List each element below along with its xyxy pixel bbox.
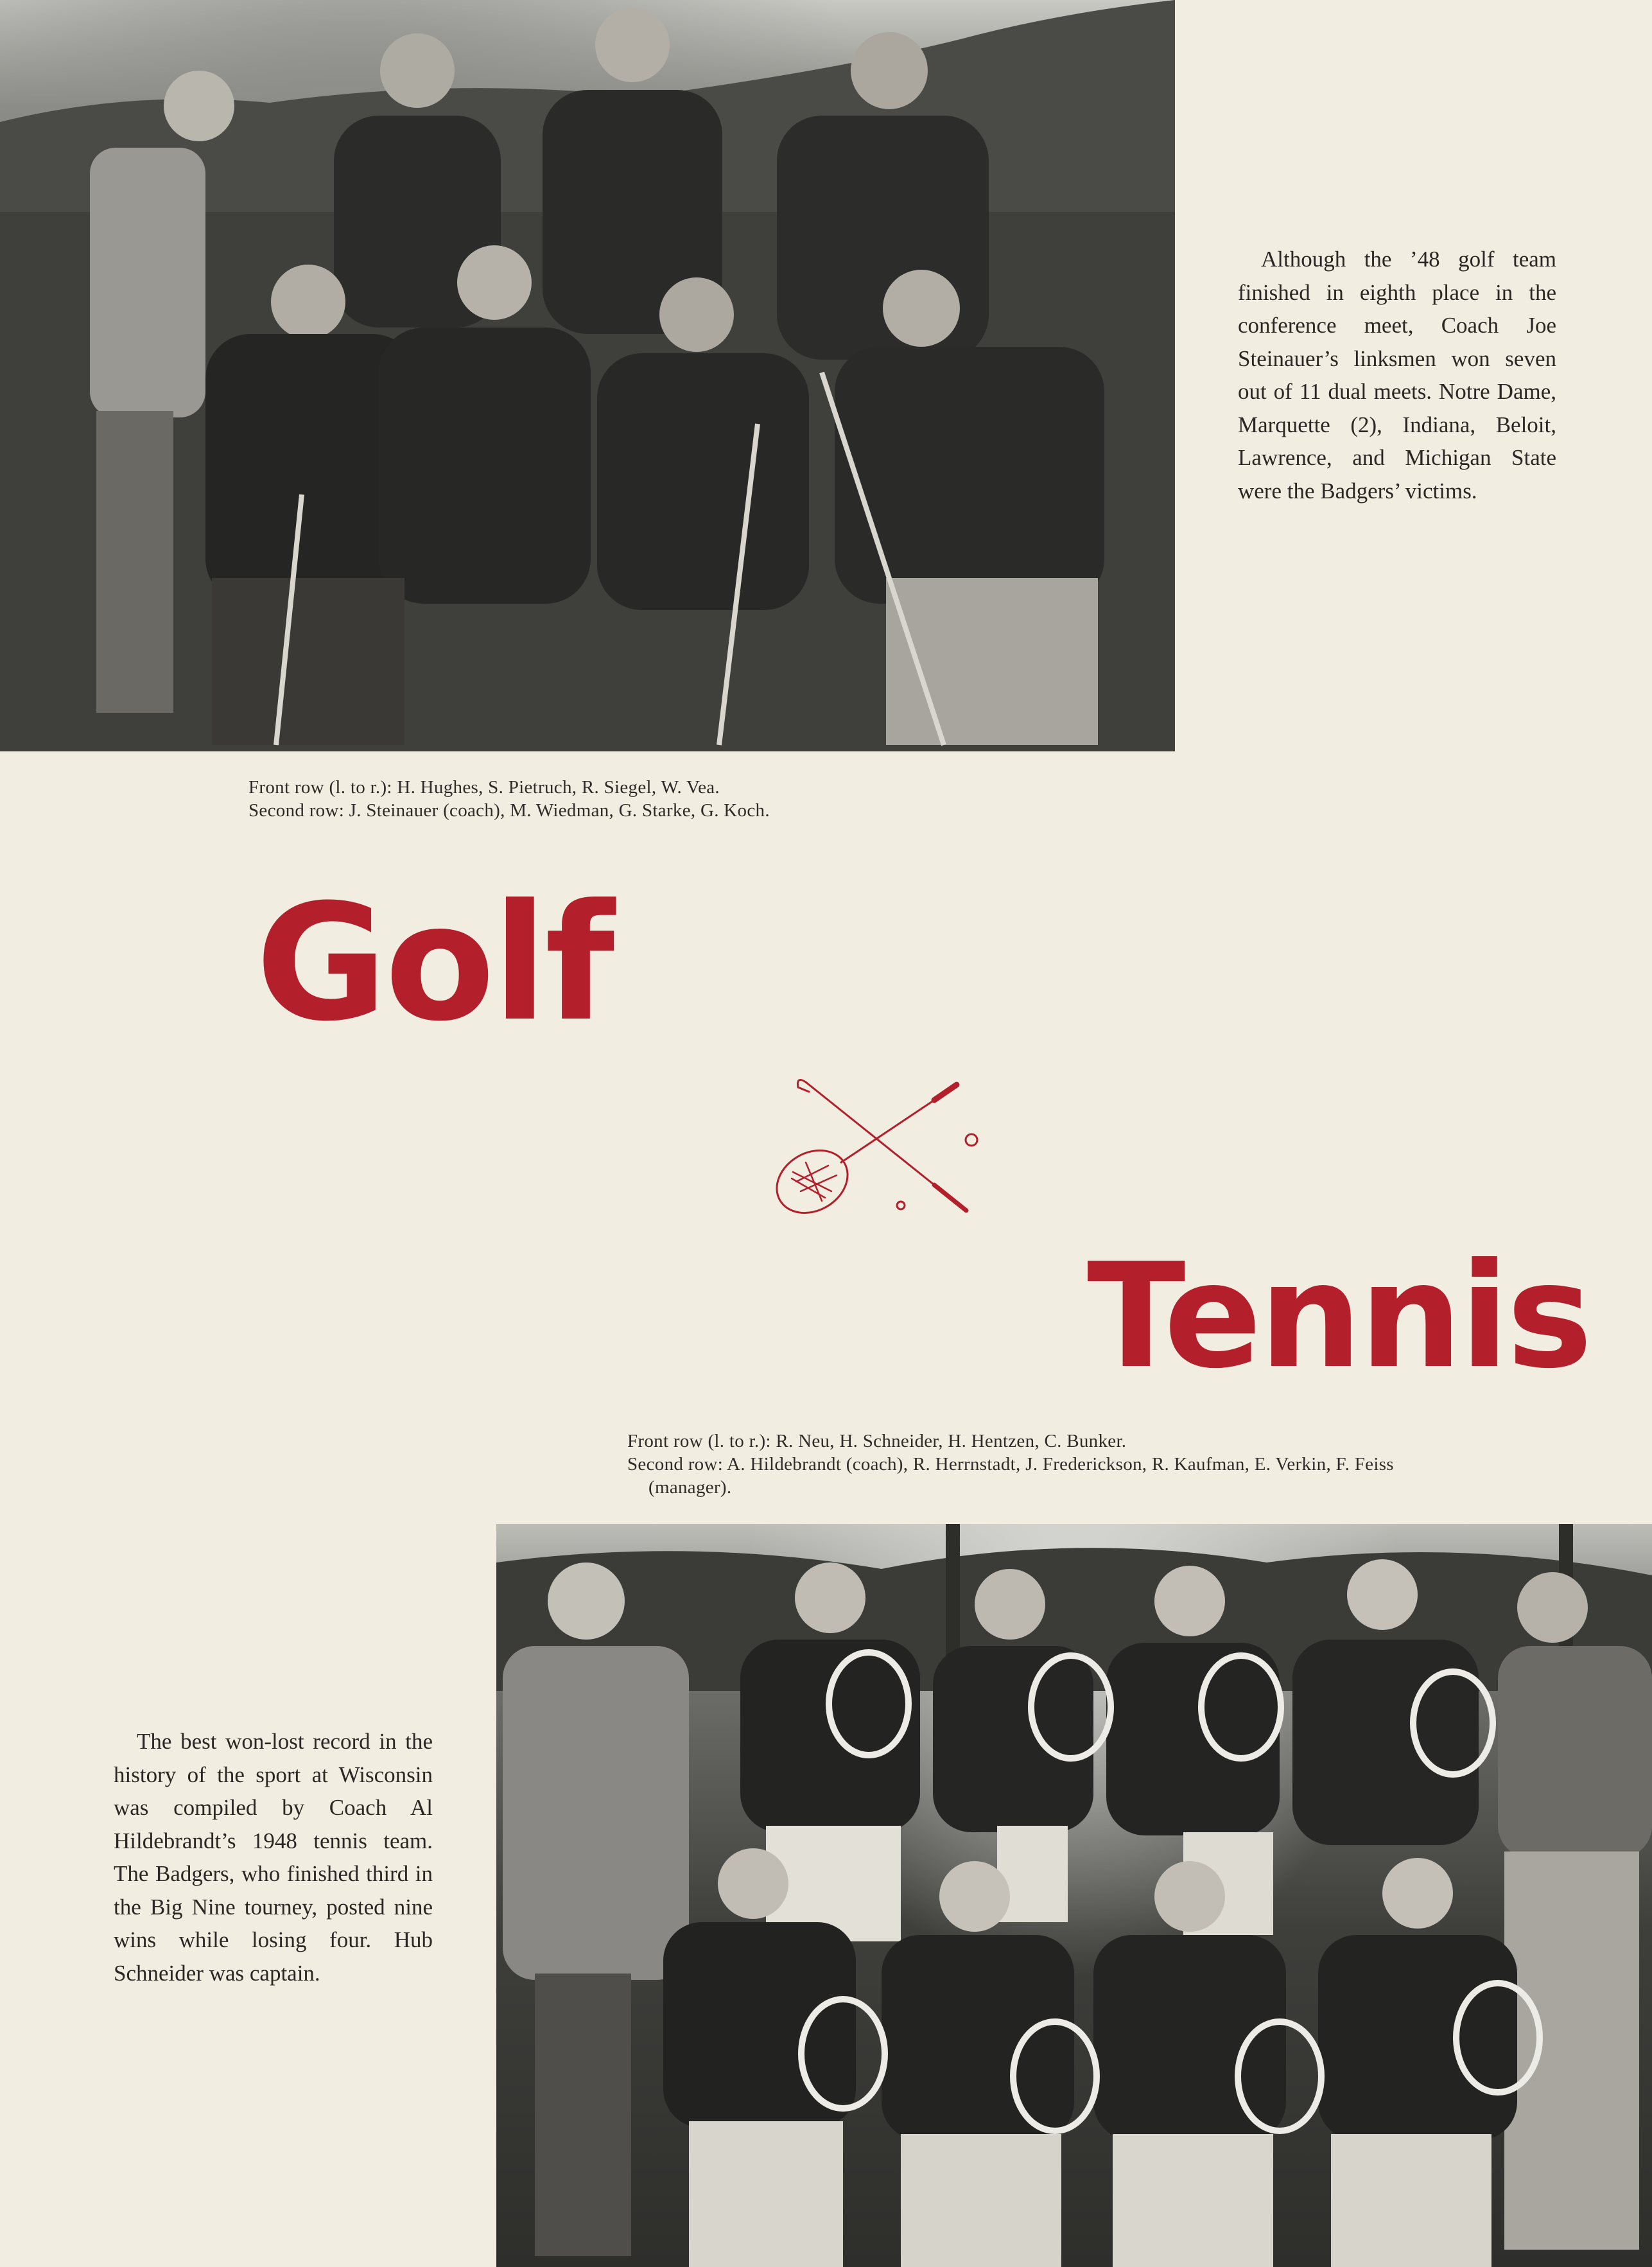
crossed-club-racket-icon xyxy=(761,1069,979,1230)
tennis-caption-front-row: Front row (l. to r.): R. Neu, H. Schneider, H. Hentzen, C. Bunker. xyxy=(627,1431,1127,1451)
golf-caption-front-row: Front row (l. to r.): H. Hughes, S. Pietruch, R. Siegel, W. Vea. xyxy=(248,777,720,798)
golf-heading: Golf xyxy=(256,870,613,1056)
golf-summary xyxy=(1238,243,1556,507)
tennis-heading: Tennis xyxy=(1087,1232,1590,1401)
tennis-caption-second-row: Second row: A. Hildebrandt (coach), R. Herrnstadt, J. Frederickson, R. Kaufman, E. Verkin, F. Feiss xyxy=(627,1454,1394,1475)
tennis-photo-caption xyxy=(627,1430,1590,1499)
golf-summary-paragraph: Although the ’48 golf team finished in eighth place in the conference meet, Coach Joe Steinauer’s linksmen won seven out of 11 dual meets. Notre Dame, Marquette (2), Indiana, Beloit, Lawrence, and Michigan State were the Badgers’ victims. xyxy=(1238,247,1556,503)
tennis-summary-paragraph: The best won-lost record in the history of the sport at Wisconsin was compiled by Coach Al Hildebrandt’s 1948 tennis team. The Badgers, who finished third in the Big Nine tourney, posted nine wins while losing four. Hub Schneider was captain. xyxy=(114,1729,433,1986)
golf-photo-figures xyxy=(0,0,1175,751)
golf-photo-caption xyxy=(248,776,1019,822)
tennis-team-photo xyxy=(496,1524,1652,2267)
tennis-summary xyxy=(114,1725,433,1990)
golf-team-photo xyxy=(0,0,1175,751)
golf-caption-second-row: Second row: J. Steinauer (coach), M. Wiedman, G. Starke, G. Koch. xyxy=(248,800,770,821)
tennis-caption-second-row-cont: (manager). xyxy=(648,1477,732,1498)
tennis-photo-figures xyxy=(496,1524,1652,2267)
